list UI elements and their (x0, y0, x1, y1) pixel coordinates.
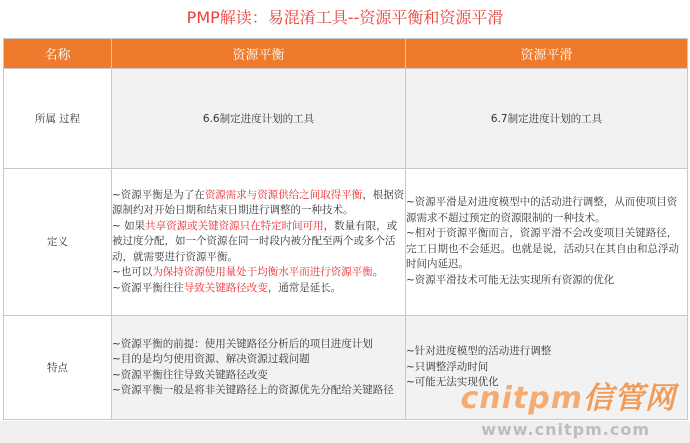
smoothing-feature-2: ~只调整浮动时间 (406, 360, 489, 373)
leveling-def-line-2: ~ 如果共享资源或关键资源只在特定时间可用，数量有限，或被过度分配，如一个资源在同一时段内被分配至两个或多个活动，就需要进行资源平衡。 (112, 219, 398, 263)
watermark-brand-cn: 信管网 (583, 381, 676, 416)
row-label-definition: 定义 (4, 168, 112, 315)
leveling-def-line-1: ~资源平衡是为了在资源需求与资源供给之间取得平衡，根据资源制约对开始日期和结束日期进行调整的一种技术。 (112, 188, 405, 217)
comparison-table (3, 38, 688, 420)
smoothing-def-line-1: ~资源平滑是对进度模型中的活动进行调整，从而使项目资源需求不超过预定的资源限制的一种技术。 (406, 196, 678, 224)
leveling-feature-4: ~资源平衡一般是将非关键路径上的资源优先分配给关键路径 (112, 384, 394, 397)
table-row-definition (4, 168, 688, 315)
row-label-process: 所属 过程 (4, 69, 112, 169)
smoothing-feature-3: ~可能无法实现优化 (406, 376, 499, 389)
row-label-features: 特点 (4, 316, 112, 420)
smoothing-definition-cell (406, 168, 688, 315)
leveling-feature-3: ~资源平衡往往导致关键路径改变 (112, 368, 268, 381)
smoothing-feature-1: ~针对进度模型的活动进行调整 (406, 345, 552, 358)
leveling-definition-cell (112, 168, 406, 315)
smoothing-def-line-3: ~资源平滑技术可能无法实现所有资源的优化 (406, 273, 615, 286)
smoothing-def-line-2: ~相对于资源平衡而言，资源平滑不会改变项目关键路径，完工日期也不会延迟。也就是说，活动只在其自由和总浮动时间内延迟。 (406, 227, 679, 271)
leveling-feature-1: ~资源平衡的前提：使用关键路径分析后的项目进度计划 (112, 337, 373, 350)
watermark-url: www.cnitpm.com (481, 420, 650, 439)
leveling-process-cell: 6.6制定进度计划的工具 (112, 69, 406, 169)
table-row-process (4, 69, 688, 169)
header-resource-leveling: 资源平衡 (112, 39, 406, 69)
leveling-features-cell (112, 316, 406, 420)
watermark-brand-latin: cnitpm (460, 381, 583, 416)
leveling-feature-2: ~目的是均匀使用资源、解决资源过载问题 (112, 353, 310, 366)
leveling-def-line-3: ~也可以为保持资源使用量处于均衡水平而进行资源平衡。 (112, 266, 384, 279)
header-resource-smoothing: 资源平滑 (406, 39, 688, 69)
header-name: 名称 (4, 39, 112, 69)
page-title: PMP解读：易混淆工具--资源平衡和资源平滑 (186, 8, 504, 27)
table-header-row (4, 39, 688, 69)
watermark-logo (461, 373, 677, 417)
leveling-def-line-4: ~资源平衡往往导致关键路径改变，通常是延长。 (112, 281, 342, 294)
smoothing-process-cell: 6.7制定进度计划的工具 (406, 69, 688, 169)
